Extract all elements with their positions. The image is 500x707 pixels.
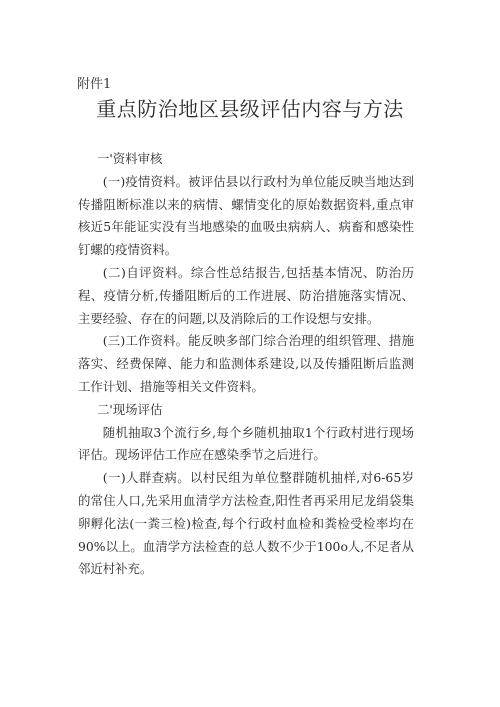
paragraph-sampling: 随机抽取3个流行乡,每个乡随机抽取1个行政村进行现场评估。现场评估工作应在感染季节之后进行。 bbox=[78, 424, 414, 463]
document-body bbox=[78, 148, 414, 581]
paragraph-self-assessment: (二)自评资料。综合性总结报告,包括基本情况、防治历程、疫情分析,传播阻断后的工作进展、防治措施落实情况、主要经验、存在的问题,以及消除后的工作设想与安排。 bbox=[78, 264, 414, 326]
paragraph-work-data: (三)工作资料。能反映多部门综合治理的组织管理、措施落实、经费保障、能力和监测体系建设,以及传播阻断后监测工作计划、措施等相关文件资料。 bbox=[78, 333, 414, 394]
document-title: 重点防治地区县级评估内容与方法 bbox=[96, 97, 404, 121]
section-heading-2: 二'现场评估 bbox=[97, 401, 163, 417]
paragraph-population-screening: (一)人群查病。以村民组为单位整群随机抽样,对6-65岁的常住人口,先采用血清学方法检查,阳性者再采用尼龙绢袋集卵孵化法(一粪三检)检查,每个行政村血检和粪检受检率均在90%以上。血清学方法检查的总人数不少于100o人,不足者从邻近村补充。 bbox=[78, 470, 414, 577]
paragraph-epidemic-data: (一)疫情资料。被评估县以行政村为单位能反映当地达到传播阻断标准以来的病情、螺情变化的原始数据资料,重点审核近5年能证实没有当地感染的血吸虫病病人、病畜和感染性钉螺的疫情资料。 bbox=[78, 173, 414, 258]
attachment-label: 附件1 bbox=[77, 77, 112, 92]
section-heading-1: 一'资料审核 bbox=[97, 151, 163, 166]
